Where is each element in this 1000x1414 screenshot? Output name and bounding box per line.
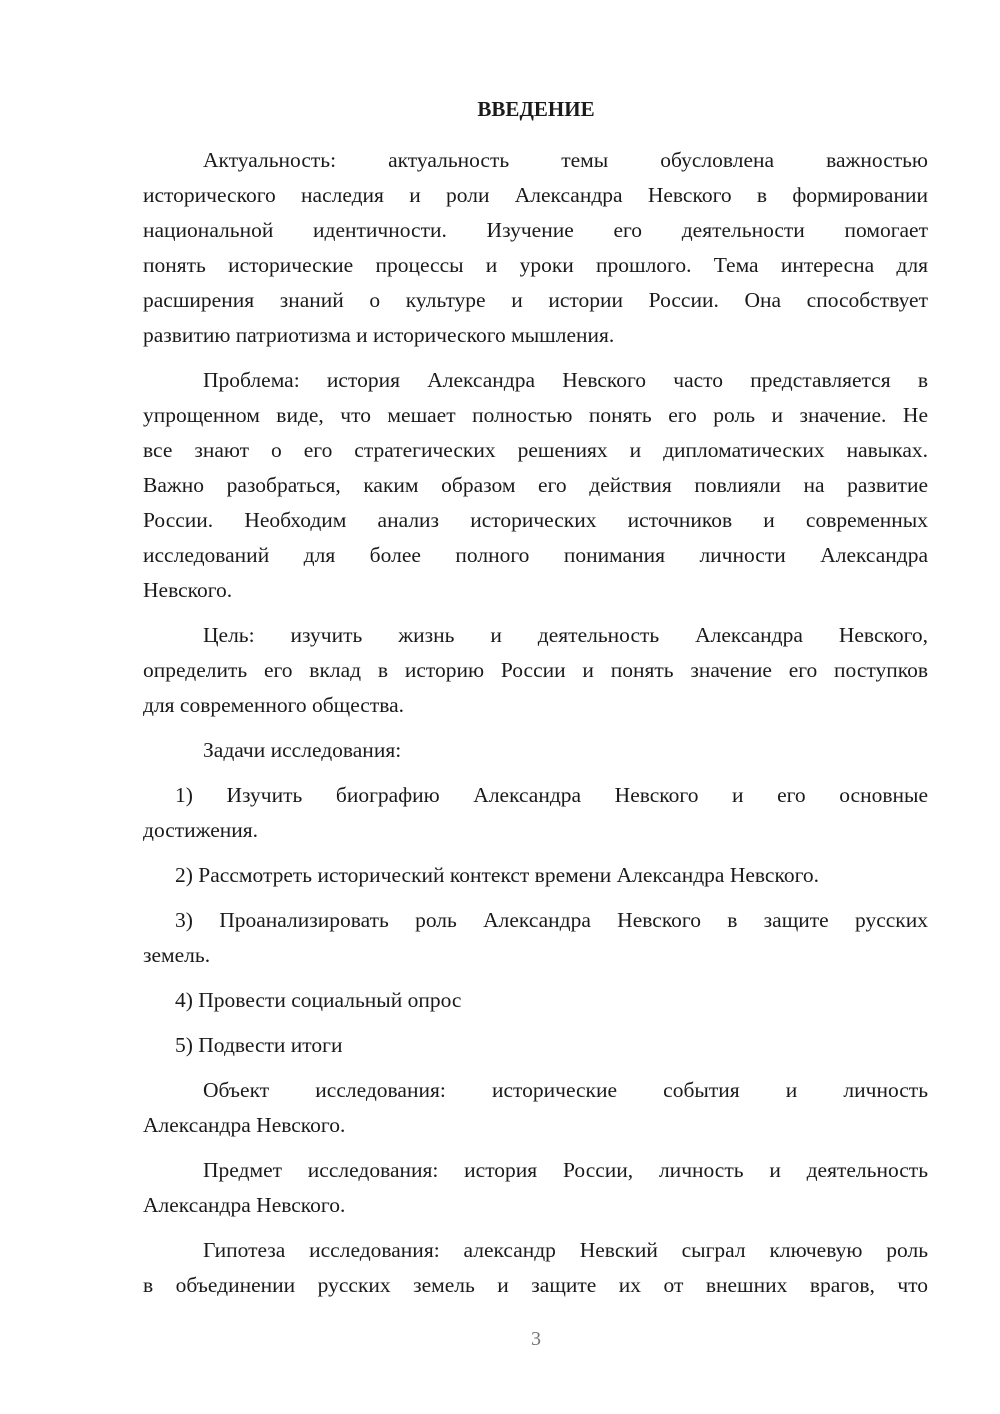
- text-line: 3) Проанализировать роль Александра Невского в защите русских: [175, 908, 928, 932]
- text-line: в объединении русских земель и защите их от внешних врагов, что: [143, 1273, 928, 1297]
- paragraph: [143, 618, 928, 723]
- page-title: ВВЕДЕНИЕ: [477, 97, 595, 121]
- text-line: Гипотеза исследования: александр Невский сыграл ключевую роль: [203, 1238, 928, 1262]
- paragraph: [143, 1233, 928, 1303]
- text-line: для современного общества.: [143, 693, 405, 717]
- text-line: Александра Невского.: [143, 1193, 346, 1217]
- text-line: России. Необходим анализ исторических источников и современных: [143, 508, 928, 532]
- text-line: земель.: [143, 943, 211, 967]
- text-line: Объект исследования: исторические события и личность: [203, 1078, 928, 1102]
- text-line: расширения знаний о культуре и истории России. Она способствует: [143, 288, 928, 312]
- task-list-item: [143, 858, 928, 893]
- paragraph: [143, 363, 928, 608]
- text-line: определить его вклад в историю России и понять значение его поступков: [143, 658, 928, 682]
- text-line: упрощенном виде, что мешает полностью понять его роль и значение. Не: [143, 403, 928, 427]
- paragraph: [143, 1153, 928, 1223]
- task-list-item: [143, 903, 928, 973]
- task-list-item: [143, 1028, 928, 1063]
- text-line: Важно разобраться, каким образом его действия повлияли на развитие: [143, 473, 928, 497]
- text-line: понять исторические процессы и уроки прошлого. Тема интересна для: [143, 253, 928, 277]
- text-line: Актуальность: актуальность темы обусловлена важностью: [203, 148, 928, 172]
- text-line: 2) Рассмотреть исторический контекст времени Александра Невского.: [175, 863, 819, 887]
- text-line: исторического наследия и роли Александра Невского в формировании: [143, 183, 928, 207]
- paragraph: [143, 143, 928, 353]
- text-line: 1) Изучить биографию Александра Невского и его основные: [175, 783, 928, 807]
- text-line: развитию патриотизма и исторического мышления.: [143, 323, 615, 347]
- text-line: Задачи исследования:: [203, 738, 402, 762]
- paragraph: [143, 1073, 928, 1143]
- text-line: исследований для более полного понимания личности Александра: [143, 543, 928, 567]
- text-line: 4) Провести социальный опрос: [175, 988, 462, 1012]
- paragraph: [143, 733, 928, 768]
- page-number: 3: [531, 1328, 541, 1350]
- task-list-item: [143, 983, 928, 1018]
- text-line: Проблема: история Александра Невского часто представляется в: [203, 368, 928, 392]
- document-body: [143, 143, 928, 1313]
- text-line: национальной идентичности. Изучение его деятельности помогает: [143, 218, 928, 242]
- text-line: 5) Подвести итоги: [175, 1033, 343, 1057]
- task-list-item: [143, 778, 928, 848]
- text-line: все знают о его стратегических решениях и дипломатических навыках.: [143, 438, 928, 462]
- text-line: Предмет исследования: история России, личность и деятельность: [203, 1158, 928, 1182]
- text-line: Цель: изучить жизнь и деятельность Александра Невского,: [203, 623, 928, 647]
- text-line: достижения.: [143, 818, 259, 842]
- text-line: Александра Невского.: [143, 1113, 346, 1137]
- text-line: Невского.: [143, 578, 233, 602]
